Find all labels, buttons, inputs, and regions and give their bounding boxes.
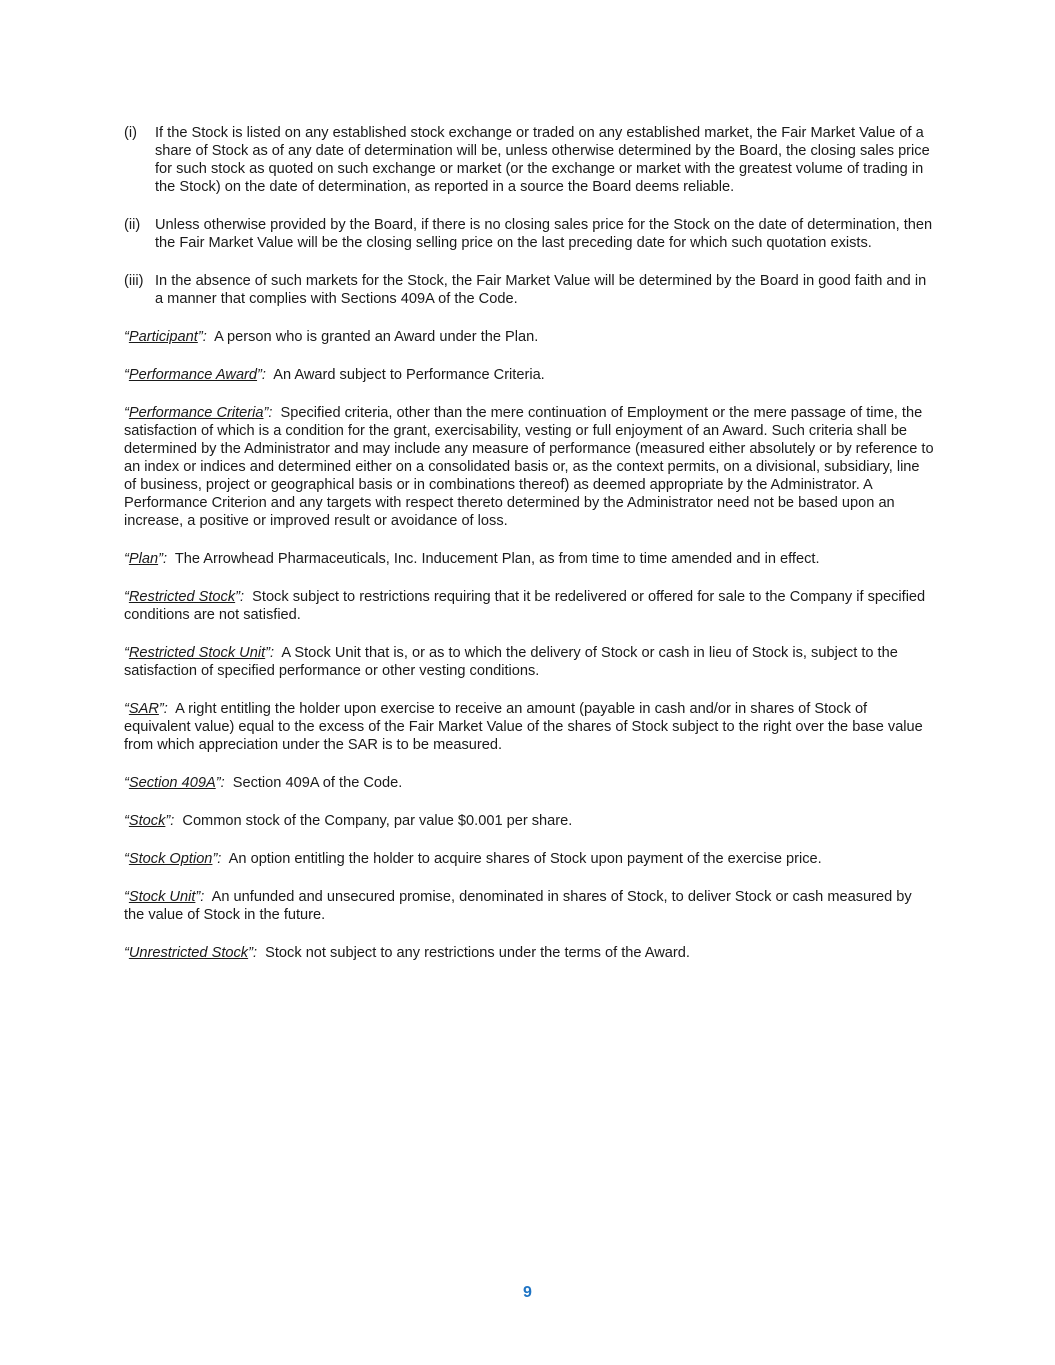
definition-text: Specified criteria, other than the mere continuation of Employment or the mere passage of time, the satisfaction of which is a condition for the grant, exercisability, vesting or full enjoyment of an Award. Such criteria shall be determined by the Administrator and may include any measure of performance (measured either absolutely or by reference to an index or indices and determined either on a consolidated basis or, as the context permits, on a divisional, subsidiary, line of business, project or geographical basis or in combinations thereof) as deemed appropriate by the Administrator. A Performance Criterion and any targets with respect thereto determined by the Administrator need not be based upon an increase, a positive or improved result or avoidance of loss. bbox=[124, 405, 934, 529]
definition-term: “Stock Option”: bbox=[124, 851, 222, 867]
definition-term: “Restricted Stock”: bbox=[124, 589, 245, 605]
definition-restricted-stock-unit bbox=[124, 644, 934, 680]
page-number: 9 bbox=[523, 1284, 532, 1301]
item-number: (i) bbox=[124, 125, 137, 141]
definition-term: “Performance Criteria”: bbox=[124, 405, 273, 421]
definition-section-409a bbox=[124, 774, 934, 792]
definition-term: “SAR”: bbox=[124, 701, 168, 717]
definition-sar bbox=[124, 700, 934, 754]
definition-text: A Stock Unit that is, or as to which the delivery of Stock or cash in lieu of Stock is, subject to the satisfaction of specified performance or other vesting conditions. bbox=[124, 645, 898, 679]
definition-restricted-stock bbox=[124, 588, 934, 624]
definition-performance-criteria bbox=[124, 404, 934, 530]
definition-plan bbox=[124, 550, 934, 568]
definition-stock-option bbox=[124, 850, 934, 868]
item-text: In the absence of such markets for the Stock, the Fair Market Value will be determined by the Board in good faith and in a manner that complies with Sections 409A of the Code. bbox=[155, 273, 927, 307]
definition-term: “Plan”: bbox=[124, 551, 168, 567]
list-item bbox=[124, 272, 934, 308]
definition-text: A right entitling the holder upon exercise to receive an amount (payable in cash and/or in shares of Stock of equivalent value) equal to the excess of the Fair Market Value of the shares of Stock subject to the right over the base value from which appreciation under the SAR is to be measured. bbox=[124, 701, 923, 753]
definition-stock bbox=[124, 812, 934, 830]
list-item bbox=[124, 124, 934, 196]
list-item bbox=[124, 216, 934, 252]
item-text: Unless otherwise provided by the Board, if there is no closing sales price for the Stock on the date of determination, then the Fair Market Value will be the closing selling price on the last preceding date for which such quotation exists. bbox=[155, 217, 933, 251]
item-text: If the Stock is listed on any established stock exchange or traded on any established market, the Fair Market Value of a share of Stock as of any date of determination will be, unless otherwise determined by the Board, the closing sales price for such stock as quoted on such exchange or market (or the exchange or market with the greatest volume of trading in the Stock) on the date of determination, as reported in a source the Board deems reliable. bbox=[155, 125, 930, 195]
definition-stock-unit bbox=[124, 888, 934, 924]
definition-text: An option entitling the holder to acquire shares of Stock upon payment of the exercise price. bbox=[228, 851, 822, 867]
definition-term: “Section 409A”: bbox=[124, 775, 225, 791]
definition-term: “Performance Award”: bbox=[124, 367, 266, 383]
definition-term: “Unrestricted Stock”: bbox=[124, 945, 258, 961]
definition-text: Stock subject to restrictions requiring that it be redelivered or offered for sale to the Company if specified conditions are not satisfied. bbox=[124, 589, 926, 623]
definition-unrestricted-stock bbox=[124, 944, 934, 962]
definition-text: A person who is granted an Award under the Plan. bbox=[214, 329, 539, 345]
definition-term: “Stock”: bbox=[124, 813, 175, 829]
definition-text: Section 409A of the Code. bbox=[232, 775, 403, 791]
definition-text: An unfunded and unsecured promise, denominated in shares of Stock, to deliver Stock or cash measured by the value of Stock in the future. bbox=[124, 889, 912, 923]
definition-term: “Participant”: bbox=[124, 329, 207, 345]
definition-text: An Award subject to Performance Criteria. bbox=[273, 367, 545, 383]
definition-participant bbox=[124, 328, 934, 346]
definition-text: Common stock of the Company, par value $0.001 per share. bbox=[182, 813, 573, 829]
definition-text: The Arrowhead Pharmaceuticals, Inc. Inducement Plan, as from time to time amended and in effect. bbox=[174, 551, 820, 567]
item-number: (ii) bbox=[124, 217, 141, 233]
definition-term: “Stock Unit”: bbox=[124, 889, 205, 905]
definition-term: “Restricted Stock Unit”: bbox=[124, 645, 275, 661]
document-page bbox=[124, 124, 934, 982]
definition-performance-award bbox=[124, 366, 934, 384]
definition-text: Stock not subject to any restrictions under the terms of the Award. bbox=[265, 945, 690, 961]
item-number: (iii) bbox=[124, 273, 144, 289]
